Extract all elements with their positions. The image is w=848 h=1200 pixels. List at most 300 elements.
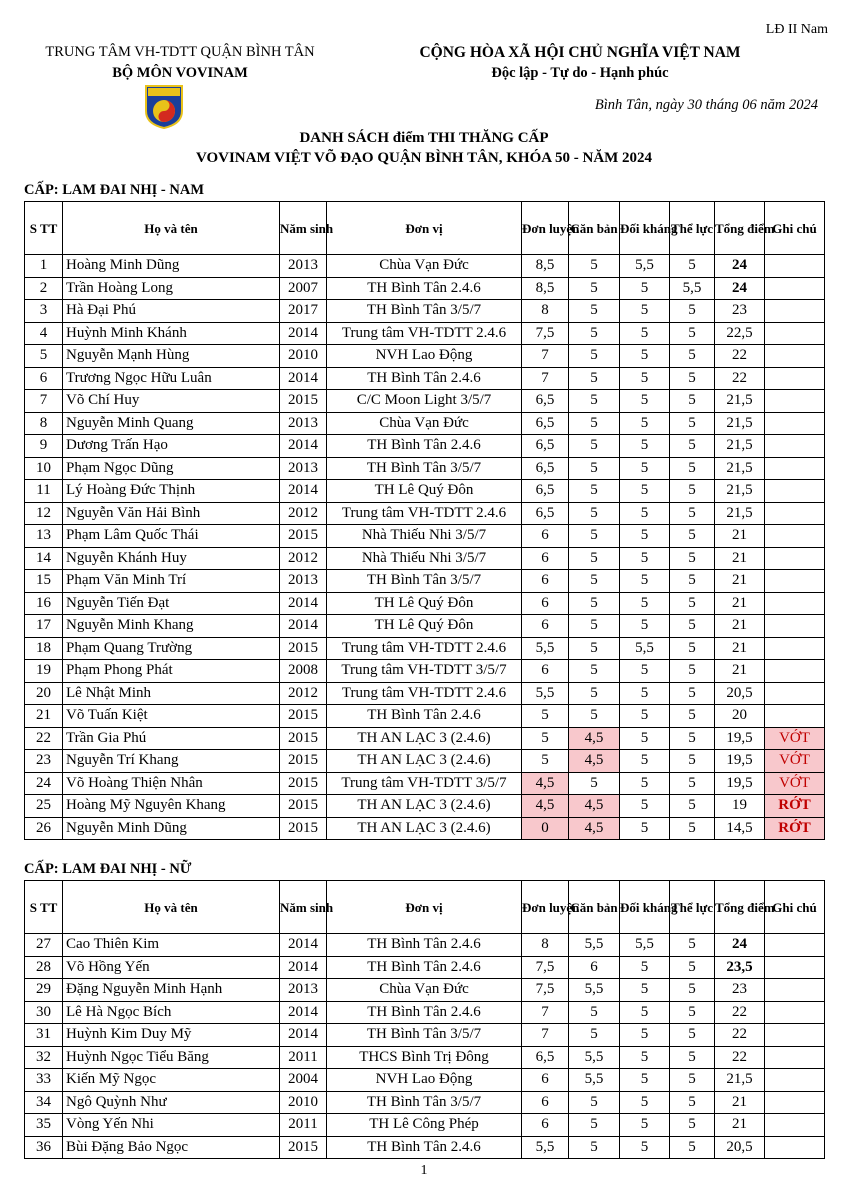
cell-ghi-chu [765,934,825,957]
cell-stt: 24 [25,772,63,795]
cell-stt: 29 [25,979,63,1002]
cell-ghi-chu [765,435,825,458]
cell-year: 2013 [280,255,327,278]
col-header-the-luc: Thể lực [670,202,715,255]
cell-the-luc: 5 [670,956,715,979]
cell-ghi-chu [765,525,825,548]
cell-the-luc: 5 [670,795,715,818]
cell-can-ban: 5,5 [569,979,620,1002]
cell-unit: TH Lê Quý Đôn [327,592,522,615]
cell-stt: 19 [25,660,63,683]
cell-year: 2017 [280,300,327,323]
cell-ghi-chu [765,705,825,728]
cell-can-ban: 5 [569,1114,620,1137]
cell-year: 2015 [280,637,327,660]
table-body-male [25,255,825,840]
table-row [25,435,825,458]
cell-unit: TH Lê Quý Đôn [327,480,522,503]
cell-year: 2015 [280,750,327,773]
cell-ghi-chu [765,956,825,979]
cell-ghi-chu [765,502,825,525]
cell-the-luc: 5 [670,255,715,278]
cell-don-luyen: 5,5 [522,637,569,660]
table-row [25,300,825,323]
cell-don-luyen: 6,5 [522,1046,569,1069]
cell-the-luc: 5 [670,1091,715,1114]
cell-can-ban: 5,5 [569,934,620,957]
cell-tong-diem: 20 [715,705,765,728]
cell-year: 2015 [280,772,327,795]
cell-name: Lý Hoàng Đức Thịnh [63,480,280,503]
cell-ghi-chu [765,547,825,570]
cell-can-ban: 6 [569,956,620,979]
cell-tong-diem: 20,5 [715,682,765,705]
cell-doi-khang: 5,5 [620,255,670,278]
table-row [25,1046,825,1069]
cell-can-ban: 5 [569,322,620,345]
cell-year: 2015 [280,727,327,750]
cell-the-luc: 5 [670,502,715,525]
cell-name: Phạm Lâm Quốc Thái [63,525,280,548]
table-row [25,1136,825,1159]
cell-year: 2014 [280,322,327,345]
cell-don-luyen: 7,5 [522,979,569,1002]
results-table-female [24,880,825,1159]
cell-stt: 33 [25,1069,63,1092]
national-header [380,42,780,84]
cell-can-ban: 5 [569,1001,620,1024]
table-row [25,367,825,390]
cell-the-luc: 5 [670,1136,715,1159]
cell-stt: 27 [25,934,63,957]
cell-unit: TH Bình Tân 3/5/7 [327,300,522,323]
cell-tong-diem: 24 [715,255,765,278]
col-header-doi-khang: Đối kháng [620,202,670,255]
cell-tong-diem: 24 [715,934,765,957]
cell-don-luyen: 7 [522,345,569,368]
cell-tong-diem: 21,5 [715,502,765,525]
table-row [25,570,825,593]
table-row [25,705,825,728]
cell-don-luyen: 7 [522,1024,569,1047]
col-header-can-ban: Căn bản [569,202,620,255]
cell-doi-khang: 5 [620,570,670,593]
cell-ghi-chu [765,255,825,278]
cell-year: 2014 [280,615,327,638]
cell-don-luyen: 6,5 [522,502,569,525]
cell-ghi-chu [765,300,825,323]
cell-unit: TH AN LẠC 3 (2.4.6) [327,750,522,773]
cell-doi-khang: 5 [620,592,670,615]
cell-don-luyen: 5 [522,750,569,773]
cell-tong-diem: 21,5 [715,480,765,503]
cell-doi-khang: 5 [620,750,670,773]
cell-name: Hoàng Minh Dũng [63,255,280,278]
table-row [25,525,825,548]
cell-year: 2012 [280,502,327,525]
cell-stt: 32 [25,1046,63,1069]
cell-can-ban: 5 [569,502,620,525]
cell-tong-diem: 21,5 [715,457,765,480]
col-header-tong-diem: Tổng điểm [715,202,765,255]
cell-tong-diem: 21 [715,570,765,593]
cell-can-ban: 5 [569,705,620,728]
cell-stt: 8 [25,412,63,435]
cell-name: Nguyễn Văn Hải Bình [63,502,280,525]
vovinam-logo-icon [145,85,183,129]
cell-name: Nguyễn Khánh Huy [63,547,280,570]
cell-year: 2013 [280,979,327,1002]
cell-name: Kiến Mỹ Ngọc [63,1069,280,1092]
cell-unit: TH Bình Tân 3/5/7 [327,1024,522,1047]
cell-name: Hà Đại Phú [63,300,280,323]
cell-can-ban: 5 [569,547,620,570]
cell-stt: 11 [25,480,63,503]
cell-don-luyen: 8,5 [522,255,569,278]
cell-don-luyen: 6,5 [522,412,569,435]
cell-doi-khang: 5 [620,412,670,435]
cell-name: Lê Hà Ngọc Bích [63,1001,280,1024]
cell-can-ban: 5 [569,1091,620,1114]
cell-unit: TH Lê Công Phép [327,1114,522,1137]
cell-ghi-chu [765,322,825,345]
cell-don-luyen: 6 [522,570,569,593]
cell-can-ban: 5 [569,682,620,705]
title-line-1: DANH SÁCH điểm THI THĂNG CẤP [299,130,549,146]
cell-name: Võ Hồng Yến [63,956,280,979]
table-row [25,750,825,773]
cell-don-luyen: 5 [522,705,569,728]
cell-the-luc: 5 [670,1046,715,1069]
cell-can-ban: 5 [569,480,620,503]
cell-name: Nguyễn Trí Khang [63,750,280,773]
cell-tong-diem: 21 [715,615,765,638]
cell-doi-khang: 5 [620,956,670,979]
cell-unit: Trung tâm VH-TDTT 3/5/7 [327,772,522,795]
cell-ghi-chu [765,345,825,368]
cell-unit: Chùa Vạn Đức [327,412,522,435]
cell-don-luyen: 6 [522,592,569,615]
national-motto: Độc lập - Tự do - Hạnh phúc [491,65,669,81]
table-row [25,390,825,413]
cell-doi-khang: 5 [620,367,670,390]
cell-unit: Nhà Thiếu Nhi 3/5/7 [327,525,522,548]
col-header-don-luyen: Đơn luyện [522,202,569,255]
cell-name: Vòng Yến Nhi [63,1114,280,1137]
title-line-2: VOVINAM VIỆT VÕ ĐẠO QUẬN BÌNH TÂN, KHÓA 50 - NĂM 2024 [195,150,653,166]
cell-the-luc: 5 [670,457,715,480]
cell-tong-diem: 22 [715,1024,765,1047]
table-row [25,322,825,345]
cell-doi-khang: 5 [620,1091,670,1114]
cell-tong-diem: 21 [715,547,765,570]
cell-tong-diem: 19,5 [715,772,765,795]
cell-can-ban: 5 [569,1136,620,1159]
cell-can-ban: 5 [569,1024,620,1047]
cell-can-ban: 5 [569,255,620,278]
cell-doi-khang: 5 [620,390,670,413]
cell-name: Phạm Ngọc Dũng [63,457,280,480]
table-header-row [25,881,825,934]
cell-don-luyen: 6 [522,525,569,548]
cell-stt: 17 [25,615,63,638]
cell-ghi-chu [765,637,825,660]
department-name: BỘ MÔN VOVINAM [112,65,248,81]
cell-can-ban: 5 [569,277,620,300]
table-row [25,547,825,570]
cell-name: Nguyễn Tiến Đạt [63,592,280,615]
cell-name: Trần Hoàng Long [63,277,280,300]
cell-unit: TH AN LẠC 3 (2.4.6) [327,727,522,750]
cell-ghi-chu [765,1136,825,1159]
table-row [25,277,825,300]
cell-name: Võ Chí Huy [63,390,280,413]
cell-ghi-chu [765,592,825,615]
cell-name: Ngô Quỳnh Như [63,1091,280,1114]
cell-the-luc: 5 [670,727,715,750]
cell-tong-diem: 21,5 [715,390,765,413]
cell-tong-diem: 22 [715,1001,765,1024]
document-title [0,128,848,168]
cell-unit: Nhà Thiếu Nhi 3/5/7 [327,547,522,570]
cell-year: 2013 [280,570,327,593]
cell-unit: C/C Moon Light 3/5/7 [327,390,522,413]
cell-can-ban: 5 [569,412,620,435]
section-title-female: CẤP: LAM ĐAI NHỊ - NỮ [24,861,192,877]
results-table-male [24,201,825,840]
cell-year: 2014 [280,592,327,615]
organization-name: TRUNG TÂM VH-TDTT QUẬN BÌNH TÂN [45,44,315,60]
cell-doi-khang: 5 [620,705,670,728]
cell-year: 2012 [280,682,327,705]
cell-ghi-chu [765,480,825,503]
cell-year: 2008 [280,660,327,683]
cell-doi-khang: 5 [620,525,670,548]
cell-year: 2014 [280,367,327,390]
cell-don-luyen: 5 [522,727,569,750]
cell-ghi-chu [765,412,825,435]
cell-can-ban: 4,5 [569,750,620,773]
cell-the-luc: 5 [670,570,715,593]
cell-stt: 7 [25,390,63,413]
cell-tong-diem: 22 [715,1046,765,1069]
cell-unit: Trung tâm VH-TDTT 2.4.6 [327,322,522,345]
cell-don-luyen: 8 [522,300,569,323]
cell-ghi-chu: RỚT [765,817,825,840]
cell-the-luc: 5 [670,682,715,705]
table-row [25,615,825,638]
cell-name: Nguyễn Minh Dũng [63,817,280,840]
cell-can-ban: 4,5 [569,727,620,750]
cell-can-ban: 5 [569,772,620,795]
organization-header [20,42,340,84]
col-header-unit: Đơn vị [327,881,522,934]
cell-doi-khang: 5 [620,1001,670,1024]
cell-unit: Trung tâm VH-TDTT 2.4.6 [327,637,522,660]
table-row [25,502,825,525]
cell-stt: 31 [25,1024,63,1047]
cell-don-luyen: 6,5 [522,390,569,413]
cell-ghi-chu [765,660,825,683]
cell-tong-diem: 22,5 [715,322,765,345]
cell-name: Huỳnh Ngọc Tiểu Băng [63,1046,280,1069]
col-header-doi-khang: Đối kháng [620,881,670,934]
cell-unit: Trung tâm VH-TDTT 2.4.6 [327,502,522,525]
cell-year: 2004 [280,1069,327,1092]
cell-name: Võ Tuấn Kiệt [63,705,280,728]
cell-stt: 20 [25,682,63,705]
table-row [25,480,825,503]
cell-the-luc: 5 [670,979,715,1002]
table-body-female [25,934,825,1159]
cell-doi-khang: 5 [620,300,670,323]
cell-the-luc: 5 [670,322,715,345]
cell-year: 2010 [280,345,327,368]
cell-doi-khang: 5 [620,795,670,818]
cell-can-ban: 5 [569,637,620,660]
cell-don-luyen: 8,5 [522,277,569,300]
cell-ghi-chu [765,1024,825,1047]
cell-tong-diem: 23 [715,979,765,1002]
cell-unit: TH Bình Tân 2.4.6 [327,1001,522,1024]
cell-ghi-chu [765,979,825,1002]
cell-can-ban: 5 [569,457,620,480]
cell-the-luc: 5 [670,367,715,390]
cell-unit: TH AN LẠC 3 (2.4.6) [327,817,522,840]
table-row [25,772,825,795]
col-header-unit: Đơn vị [327,202,522,255]
cell-unit: THCS Bình Trị Đông [327,1046,522,1069]
cell-don-luyen: 5,5 [522,682,569,705]
cell-stt: 26 [25,817,63,840]
cell-stt: 23 [25,750,63,773]
col-header-name: Họ và tên [63,202,280,255]
cell-doi-khang: 5 [620,457,670,480]
cell-name: Lê Nhật Minh [63,682,280,705]
table-row [25,934,825,957]
cell-stt: 15 [25,570,63,593]
table-row [25,592,825,615]
table-row [25,1114,825,1137]
cell-stt: 14 [25,547,63,570]
cell-don-luyen: 7 [522,1001,569,1024]
cell-year: 2015 [280,705,327,728]
cell-the-luc: 5 [670,300,715,323]
cell-the-luc: 5 [670,412,715,435]
cell-unit: Trung tâm VH-TDTT 2.4.6 [327,682,522,705]
table-row [25,1024,825,1047]
col-header-don-luyen: Đơn luyện [522,881,569,934]
cell-ghi-chu [765,570,825,593]
cell-don-luyen: 6,5 [522,435,569,458]
cell-unit: NVH Lao Động [327,1069,522,1092]
cell-doi-khang: 5 [620,979,670,1002]
cell-unit: TH Bình Tân 2.4.6 [327,705,522,728]
cell-doi-khang: 5 [620,1136,670,1159]
cell-don-luyen: 4,5 [522,795,569,818]
cell-doi-khang: 5 [620,1046,670,1069]
cell-year: 2014 [280,435,327,458]
cell-name: Phạm Quang Trường [63,637,280,660]
cell-unit: TH Bình Tân 2.4.6 [327,956,522,979]
cell-can-ban: 5 [569,345,620,368]
cell-unit: TH Bình Tân 2.4.6 [327,1136,522,1159]
cell-stt: 16 [25,592,63,615]
cell-the-luc: 5 [670,615,715,638]
cell-name: Dương Trấn Hạo [63,435,280,458]
cell-ghi-chu [765,1001,825,1024]
cell-ghi-chu: VỚT [765,772,825,795]
col-header-tong-diem: Tổng điểm [715,881,765,934]
cell-ghi-chu [765,1091,825,1114]
cell-unit: TH Bình Tân 3/5/7 [327,570,522,593]
cell-unit: Chùa Vạn Đức [327,979,522,1002]
cell-name: Cao Thiên Kim [63,934,280,957]
cell-unit: Trung tâm VH-TDTT 3/5/7 [327,660,522,683]
cell-year: 2014 [280,956,327,979]
cell-stt: 10 [25,457,63,480]
section-title-male: CẤP: LAM ĐAI NHỊ - NAM [24,182,205,198]
cell-tong-diem: 19,5 [715,750,765,773]
table-header-row [25,202,825,255]
cell-name: Nguyễn Mạnh Hùng [63,345,280,368]
table-row [25,1001,825,1024]
cell-ghi-chu [765,1069,825,1092]
cell-the-luc: 5 [670,547,715,570]
cell-stt: 30 [25,1001,63,1024]
col-header-can-ban: Căn bản [569,881,620,934]
cell-stt: 1 [25,255,63,278]
table-row [25,660,825,683]
cell-tong-diem: 22 [715,345,765,368]
cell-don-luyen: 7 [522,367,569,390]
cell-stt: 9 [25,435,63,458]
col-header-year: Năm sinh [280,881,327,934]
cell-unit: Chùa Vạn Đức [327,255,522,278]
document-code: LĐ II Nam [765,22,828,37]
cell-ghi-chu [765,682,825,705]
cell-tong-diem: 20,5 [715,1136,765,1159]
place-date: Bình Tân, ngày 30 tháng 06 năm 2024 [594,97,818,113]
cell-can-ban: 5 [569,615,620,638]
cell-stt: 35 [25,1114,63,1137]
cell-stt: 12 [25,502,63,525]
cell-name: Bùi Đặng Bảo Ngọc [63,1136,280,1159]
cell-the-luc: 5 [670,772,715,795]
cell-the-luc: 5 [670,345,715,368]
cell-can-ban: 5,5 [569,1046,620,1069]
cell-unit: TH Bình Tân 2.4.6 [327,367,522,390]
cell-tong-diem: 19 [715,795,765,818]
cell-ghi-chu [765,615,825,638]
cell-year: 2007 [280,277,327,300]
cell-can-ban: 4,5 [569,795,620,818]
cell-doi-khang: 5,5 [620,934,670,957]
cell-the-luc: 5 [670,934,715,957]
cell-stt: 13 [25,525,63,548]
cell-name: Đặng Nguyễn Minh Hạnh [63,979,280,1002]
cell-the-luc: 5 [670,1001,715,1024]
cell-don-luyen: 6 [522,1069,569,1092]
cell-tong-diem: 21,5 [715,412,765,435]
cell-name: Phạm Phong Phát [63,660,280,683]
cell-don-luyen: 7,5 [522,956,569,979]
cell-can-ban: 5 [569,592,620,615]
cell-name: Huỳnh Minh Khánh [63,322,280,345]
table-row [25,345,825,368]
cell-the-luc: 5 [670,1069,715,1092]
cell-the-luc: 5 [670,1114,715,1137]
